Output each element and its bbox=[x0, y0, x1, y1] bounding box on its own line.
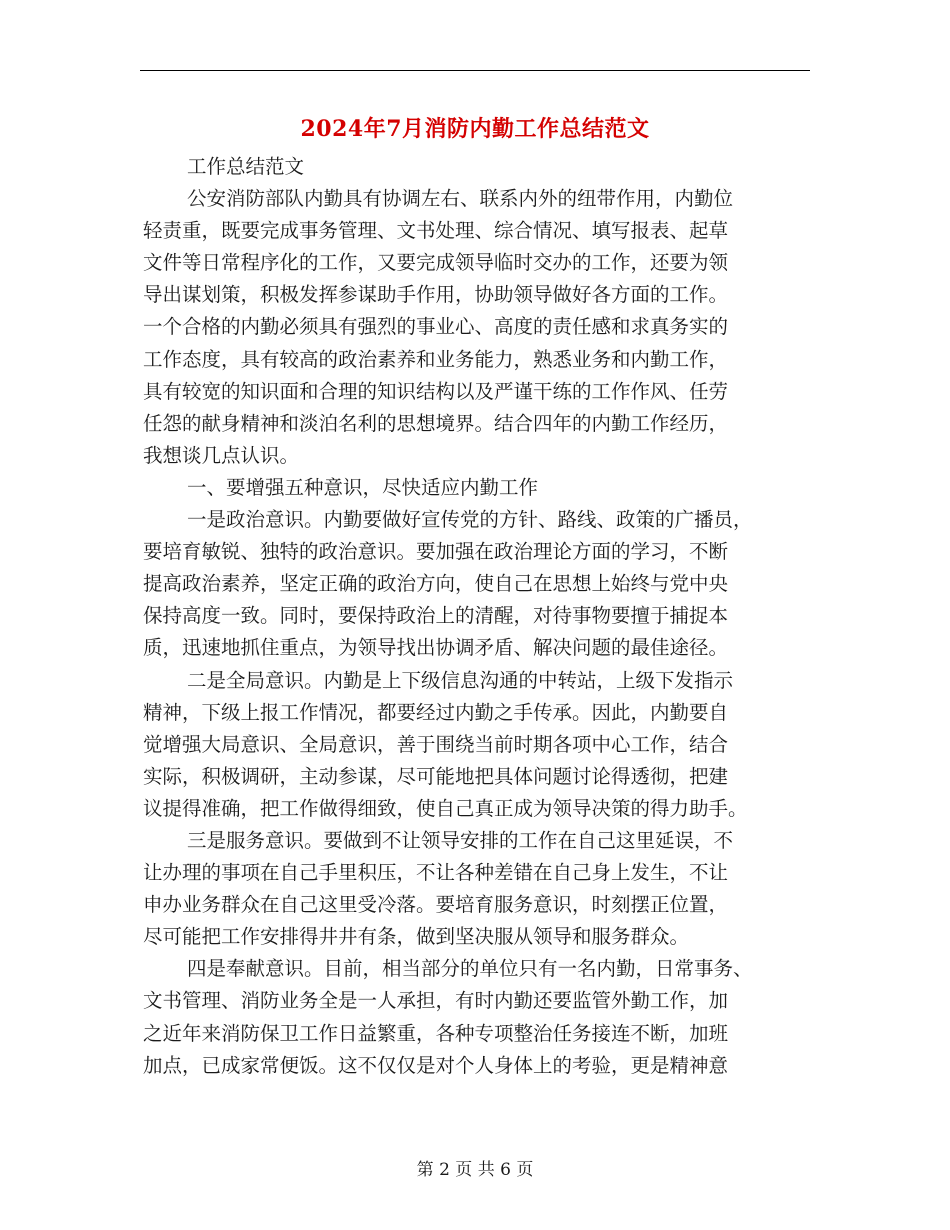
body-line: 申办业务群众在自己这里受冷落。要培育服务意识，时刻摆正位置， bbox=[143, 893, 729, 917]
body-line: 公安消防部队内勤具有协调左右、联系内外的纽带作用，内勤位 bbox=[187, 187, 734, 211]
body-line: 提高政治素养，坚定正确的政治方向，使自己在思想上始终与党中央 bbox=[143, 572, 729, 596]
document-body bbox=[143, 151, 813, 1082]
body-line: 让办理的事项在自己手里积压，不让各种差错在自己身上发生，不让 bbox=[143, 861, 729, 885]
header-rule bbox=[140, 70, 810, 71]
body-line: 文件等日常程序化的工作，又要完成领导临时交办的工作，还要为领 bbox=[143, 251, 729, 275]
body-line: 实际，积极调研，主动参谋，尽可能地把具体问题讨论得透彻，把建 bbox=[143, 764, 729, 788]
body-line: 具有较宽的知识面和合理的知识结构以及严谨干练的工作作风、任劳 bbox=[143, 379, 729, 403]
body-line: 一个合格的内勤必须具有强烈的事业心、高度的责任感和求真务实的 bbox=[143, 315, 729, 339]
body-line: 轻责重，既要完成事务管理、文书处理、综合情况、填写报表、起草 bbox=[143, 219, 729, 243]
body-line: 工作态度，具有较高的政治素养和业务能力，熟悉业务和内勤工作， bbox=[143, 347, 729, 371]
body-line: 文书管理、消防业务全是一人承担，有时内勤还要监管外勤工作，加 bbox=[143, 989, 729, 1013]
body-line: 之近年来消防保卫工作日益繁重，各种专项整治任务接连不断，加班 bbox=[143, 1021, 729, 1045]
body-line: 保持高度一致。同时，要保持政治上的清醒，对待事物要擅于捕捉本 bbox=[143, 604, 729, 628]
body-line: 要培育敏锐、独特的政治意识。要加强在政治理论方面的学习，不断 bbox=[143, 540, 729, 564]
body-line: 尽可能把工作安排得井井有条，做到坚决服从领导和服务群众。 bbox=[143, 925, 690, 949]
body-line: 加点，已成家常便饭。这不仅仅是对个人身体上的考验，更是精神意 bbox=[143, 1053, 729, 1077]
body-line: 精神，下级上报工作情况，都要经过内勤之手传承。因此，内勤要自 bbox=[143, 700, 729, 724]
body-line: 工作总结范文 bbox=[187, 155, 305, 178]
body-line: 我想谈几点认识。 bbox=[143, 443, 300, 467]
body-line: 觉增强大局意识、全局意识，善于围绕当前时期各项中心工作，结合 bbox=[143, 732, 729, 756]
body-line: 二是全局意识。内勤是上下级信息沟通的中转站，上级下发指示 bbox=[187, 668, 734, 692]
body-line: 导出谋划策，积极发挥参谋助手作用，协助领导做好各方面的工作。 bbox=[143, 283, 729, 307]
body-line: 一是政治意识。内勤要做好宣传党的方针、路线、政策的广播员， bbox=[187, 508, 753, 532]
body-line: 质，迅速地抓住重点，为领导找出协调矛盾、解决问题的最佳途径。 bbox=[143, 636, 729, 660]
body-line: 议提得准确，把工作做得细致，使自己真正成为领导决策的得力助手。 bbox=[143, 796, 748, 820]
document-title: 2024年7月消防内勤工作总结范文 bbox=[300, 116, 650, 142]
body-line: 四是奉献意识。目前，相当部分的单位只有一名内勤，日常事务、 bbox=[187, 957, 753, 981]
body-line: 三是服务意识。要做到不让领导安排的工作在自己这里延误，不 bbox=[187, 828, 734, 852]
body-line: 任怨的献身精神和淡泊名利的思想境界。结合四年的内勤工作经历， bbox=[143, 411, 729, 435]
section-heading: 一、要增强五种意识，尽快适应内勤工作 bbox=[187, 475, 539, 499]
page-number: 第 2 页 共 6 页 bbox=[416, 1160, 534, 1180]
